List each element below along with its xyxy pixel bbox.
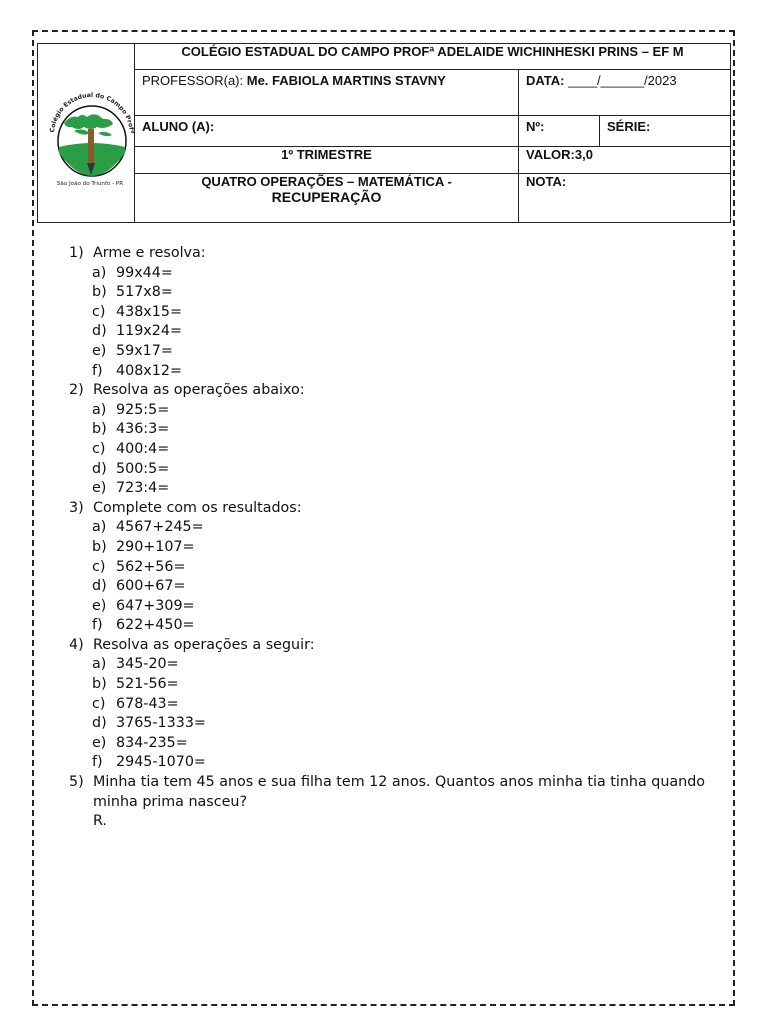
score-field[interactable]: NOTA:	[519, 174, 731, 223]
question-text: Minha tia tem 45 anos e sua filha tem 12 anos. Quantos anos minha tia tinha quando minha prima nasceu?	[93, 774, 706, 810]
value-label: VALOR:3,0	[519, 147, 731, 174]
question-4	[69, 636, 709, 773]
question-number: 5)	[69, 774, 84, 791]
subject-line2: RECUPERAÇÃO	[271, 189, 382, 205]
question-3	[69, 499, 709, 636]
school-logo-cell	[38, 44, 135, 223]
list-item: a) 925:5=	[92, 401, 170, 418]
list-item: d) 3765-1333=	[92, 715, 206, 732]
logo-ring-text: Colégio Estadual do Campo Prof	[49, 91, 134, 133]
question-number: 2)	[69, 382, 84, 399]
list-item: c) 562+56=	[92, 558, 186, 575]
school-logo	[38, 57, 134, 207]
list-item: b) 290+107=	[92, 538, 195, 555]
professor-cell	[135, 70, 519, 116]
list-item: a) 99x44=	[92, 264, 173, 281]
question-1	[69, 244, 709, 381]
list-item: d) 500:5=	[92, 460, 170, 477]
list-item: f) 408x12=	[92, 362, 182, 379]
list-item: e) 723:4=	[92, 480, 170, 497]
professor-label: PROFESSOR(a):	[142, 73, 244, 88]
student-field[interactable]: ALUNO (A):	[135, 116, 519, 147]
list-item: f) 622+450=	[92, 617, 195, 634]
question-text: Resolva as operações a seguir:	[93, 636, 315, 653]
question-number: 1)	[69, 245, 84, 261]
answer-line[interactable]: R.	[93, 813, 107, 830]
subject-cell	[135, 174, 519, 223]
date-value: ____/______/2023	[568, 73, 677, 88]
question-2	[69, 381, 709, 499]
question-number: 3)	[69, 499, 84, 516]
question-text: Complete com os resultados:	[93, 499, 302, 516]
list-item: b) 521-56=	[92, 676, 179, 693]
list-item: e) 59x17=	[92, 342, 173, 359]
logo-caption: São João do Triunfo - PR	[56, 180, 124, 187]
professor-name: Me. FABIOLA MARTINS STAVNY	[246, 73, 446, 88]
list-item: c) 678-43=	[92, 695, 179, 712]
school-name: COLÉGIO ESTADUAL DO CAMPO PROFª ADELAIDE WICHINHESKI PRINS – EF M	[135, 44, 731, 70]
question-5	[69, 773, 709, 832]
header-table	[37, 43, 731, 223]
list-item: a) 345-20=	[92, 656, 179, 673]
questions-list	[69, 244, 709, 832]
list-item: e) 834-235=	[92, 734, 188, 751]
number-field[interactable]: Nº:	[519, 116, 600, 147]
list-item: b) 436:3=	[92, 421, 170, 438]
question-text: Resolva as operações abaixo:	[93, 382, 305, 399]
list-item: b) 517x8=	[92, 284, 173, 301]
list-item: f) 2945-1070=	[92, 754, 206, 771]
date-cell[interactable]	[519, 70, 731, 116]
list-item: d) 119x24=	[92, 323, 182, 340]
list-item: d) 600+67=	[92, 578, 186, 595]
subject-line1: QUATRO OPERAÇÕES – MATEMÁTICA -	[201, 174, 452, 189]
list-item: e) 647+309=	[92, 597, 195, 614]
grade-field[interactable]: SÉRIE:	[600, 116, 731, 147]
list-item: c) 438x15=	[92, 303, 182, 320]
date-label: DATA:	[526, 73, 565, 88]
list-item: c) 400:4=	[92, 440, 170, 457]
list-item: a) 4567+245=	[92, 519, 204, 536]
question-number: 4)	[69, 636, 84, 653]
question-text: Arme e resolva:	[93, 245, 206, 261]
term-label: 1º TRIMESTRE	[135, 147, 519, 174]
